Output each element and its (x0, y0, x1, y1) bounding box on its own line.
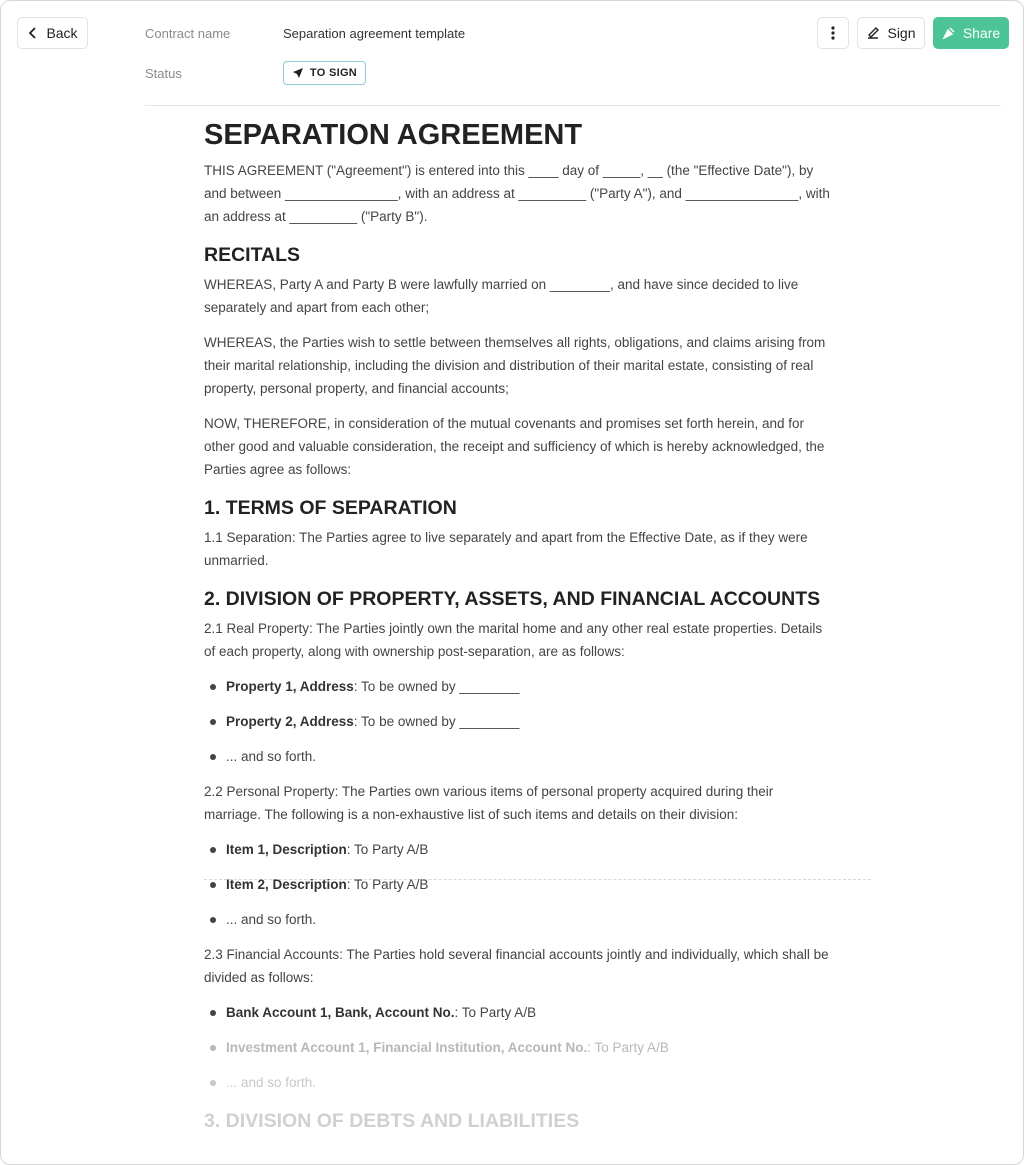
section-heading: RECITALS (204, 244, 301, 266)
list-item-text: ... and so forth. (226, 912, 317, 927)
share-label: Share (962, 25, 1001, 41)
section-heading: 1. TERMS OF SEPARATION (204, 497, 457, 519)
list-item (204, 873, 834, 896)
section-heading: 3. DIVISION OF DEBTS AND LIABILITIES (204, 1110, 580, 1132)
list-item (204, 1036, 834, 1059)
paragraph: WHEREAS, the Parties wish to settle between themselves all rights, obligations, and claims arising from their marital relationship, including the division and distribution of their marital estate, consisting of real property, personal property, and financial accounts; (204, 335, 826, 396)
list-item-text: : To be owned by ________ (353, 679, 520, 694)
list-item (204, 1001, 834, 1024)
list-item (204, 1071, 834, 1094)
back-button[interactable] (17, 17, 88, 49)
list-item-text: : To Party A/B (346, 877, 429, 892)
list-item (204, 675, 834, 698)
paper-plane-icon (292, 67, 304, 79)
list-item (204, 908, 834, 931)
section-heading: 2. DIVISION OF PROPERTY, ASSETS, AND FINANCIAL ACCOUNTS (204, 588, 821, 610)
list-item (204, 710, 834, 733)
list-item (204, 838, 834, 861)
list-item-term: Property 2, Address (226, 714, 354, 729)
list-item-text: ... and so forth. (226, 1075, 317, 1090)
document-title: SEPARATION AGREEMENT (204, 119, 583, 151)
status-badge (283, 61, 366, 85)
contract-document[interactable] (204, 115, 834, 1139)
list-item-text: ... and so forth. (226, 749, 317, 764)
paragraph: THIS AGREEMENT ("Agreement") is entered into this ____ day of _____, __ (the "Effective Date"), by and between _______________, with an address at _________ ("Party A"), and _______________, with an address at _________ ("Party B"). (204, 163, 830, 224)
list-item-text: : To Party A/B (587, 1040, 669, 1055)
sign-label: Sign (887, 25, 916, 41)
paragraph: NOW, THEREFORE, in consideration of the mutual covenants and promises set forth herein, and for other good and valuable consideration, the receipt and sufficiency of which is hereby acknowledged, the Parties agree as follows: (204, 416, 825, 477)
list-item-text: : To Party A/B (454, 1005, 537, 1020)
contract-name-value[interactable]: Separation agreement template (283, 26, 466, 41)
bullet-list (204, 1001, 834, 1094)
chevron-left-icon (27, 26, 39, 40)
back-label: Back (46, 25, 78, 41)
bullet-list (204, 838, 834, 931)
paragraph: 2.2 Personal Property: The Parties own various items of personal property acquired during their marriage. The following is a non-exhaustive list of such items and details on their division: (204, 784, 774, 822)
list-item-text: : To be owned by ________ (353, 714, 520, 729)
list-item-term: Investment Account 1, Financial Institution, Account No. (226, 1040, 588, 1055)
list-item-term: Item 2, Description (226, 877, 347, 892)
list-item-term: Bank Account 1, Bank, Account No. (226, 1005, 455, 1020)
share-icon (942, 26, 956, 40)
signature-pen-icon (866, 26, 880, 40)
contract-name-label: Contract name (145, 26, 231, 41)
list-item-term: Property 1, Address (226, 679, 354, 694)
paragraph: WHEREAS, Party A and Party B were lawfully married on ________, and have since decided to live separately and apart from each other; (204, 277, 799, 315)
bullet-list (204, 675, 834, 768)
paragraph: 1.1 Separation: The Parties agree to live separately and apart from the Effective Date, as if they were unmarried. (204, 530, 808, 568)
sign-button[interactable] (857, 17, 925, 49)
list-item-text: : To Party A/B (346, 842, 429, 857)
share-button[interactable] (933, 17, 1009, 49)
more-options-button[interactable] (817, 17, 849, 49)
status-value: TO SIGN (309, 67, 358, 79)
list-item-term: Item 1, Description (226, 842, 347, 857)
list-item (204, 745, 834, 768)
paragraph: 2.1 Real Property: The Parties jointly own the marital home and any other real estate properties. Details of each property, along with ownership post-separation, are as follows: (204, 621, 823, 659)
status-label: Status (145, 66, 182, 81)
vertical-dots-icon (831, 26, 835, 40)
header-divider (145, 105, 1001, 106)
paragraph: 2.3 Financial Accounts: The Parties hold several financial accounts jointly and individually, which shall be divided as follows: (204, 947, 829, 985)
